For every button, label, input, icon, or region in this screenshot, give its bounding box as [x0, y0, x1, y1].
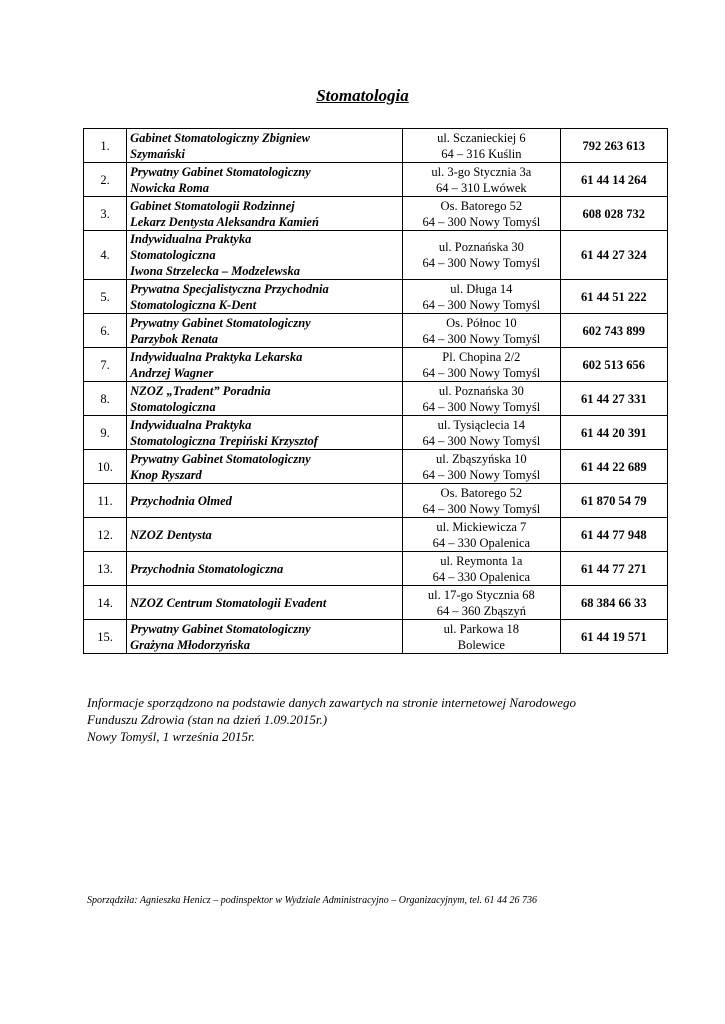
- clinic-name-line: Prywatna Specjalistyczna Przychodnia: [130, 281, 329, 296]
- clinic-address-line: 64 – 310 Lwówek: [436, 180, 527, 195]
- clinic-name-line: NZOZ „Tradent” Poradnia: [130, 383, 271, 398]
- table-row: [84, 163, 668, 197]
- clinic-name-line: Stomatologiczna: [130, 399, 216, 414]
- clinic-address-line: ul. Reymonta 1a: [440, 553, 523, 568]
- table-row: [84, 620, 668, 654]
- clinic-address-line: 64 – 300 Nowy Tomyśl: [422, 467, 541, 482]
- clinic-name-line: Przychodnia Olmed: [130, 493, 232, 508]
- clinic-address-line: 64 – 300 Nowy Tomyśl: [422, 433, 541, 448]
- clinic-name-line: Lekarz Dentysta Aleksandra Kamień: [130, 214, 319, 229]
- clinic-phone: 792 263 613: [560, 129, 667, 163]
- clinic-address: [403, 518, 561, 552]
- clinic-phone: 68 384 66 33: [560, 586, 667, 620]
- clinic-name-line: Parzybok Renata: [130, 331, 218, 346]
- clinic-address: [403, 129, 561, 163]
- table-row: [84, 484, 668, 518]
- row-number: 5.: [84, 280, 127, 314]
- clinic-table: [83, 128, 668, 654]
- clinic-name-line: Prywatny Gabinet Stomatologiczny: [130, 451, 311, 466]
- clinic-address: [403, 552, 561, 586]
- clinic-phone: 61 44 27 331: [560, 382, 667, 416]
- clinic-address: [403, 450, 561, 484]
- clinic-address-line: ul. Długa 14: [450, 281, 513, 296]
- clinic-address-line: 64 – 300 Nowy Tomyśl: [422, 214, 541, 229]
- clinic-address: [403, 231, 561, 280]
- clinic-phone: 61 870 54 79: [560, 484, 667, 518]
- row-number: 10.: [84, 450, 127, 484]
- table-row: [84, 197, 668, 231]
- clinic-address-line: 64 – 300 Nowy Tomyśl: [422, 256, 541, 270]
- table-row: [84, 129, 668, 163]
- clinic-name: [127, 382, 403, 416]
- clinic-address: [403, 620, 561, 654]
- row-number: 9.: [84, 416, 127, 450]
- clinic-phone: 61 44 51 222: [560, 280, 667, 314]
- clinic-name-line: Indywidualna Praktyka: [130, 417, 252, 432]
- clinic-phone: 602 513 656: [560, 348, 667, 382]
- clinic-phone: 61 44 22 689: [560, 450, 667, 484]
- row-number: 8.: [84, 382, 127, 416]
- clinic-address-line: Os. Batorego 52: [440, 198, 523, 213]
- table-row: [84, 552, 668, 586]
- row-number: 4.: [84, 231, 127, 280]
- clinic-name: [127, 586, 403, 620]
- clinic-address: [403, 280, 561, 314]
- clinic-name: [127, 518, 403, 552]
- table-row: [84, 280, 668, 314]
- clinic-address: [403, 416, 561, 450]
- row-number: 6.: [84, 314, 127, 348]
- clinic-address: [403, 586, 561, 620]
- clinic-name: [127, 620, 403, 654]
- table-row: [84, 416, 668, 450]
- clinic-phone: 61 44 77 271: [560, 552, 667, 586]
- clinic-address-line: 64 – 300 Nowy Tomyśl: [422, 297, 541, 312]
- clinic-address-line: Bolewice: [457, 637, 505, 652]
- clinic-name-line: Prywatny Gabinet Stomatologiczny: [130, 315, 311, 330]
- table-row: [84, 382, 668, 416]
- clinic-name-line: Indywidualna Praktyka: [130, 232, 252, 246]
- clinic-name-line: Szymański: [130, 146, 186, 161]
- clinic-name-line: NZOZ Dentysta: [130, 527, 212, 542]
- clinic-address-line: ul. Poznańska 30: [438, 383, 524, 398]
- clinic-address: [403, 348, 561, 382]
- clinic-phone: 61 44 14 264: [560, 163, 667, 197]
- clinic-name-line: Gabinet Stomatologii Rodzinnej: [130, 198, 295, 213]
- clinic-phone: 61 44 19 571: [560, 620, 667, 654]
- clinic-address-line: Os. Batorego 52: [440, 485, 523, 500]
- clinic-address-line: ul. Mickiewicza 7: [436, 519, 527, 534]
- table-row: [84, 586, 668, 620]
- clinic-address-line: 64 – 300 Nowy Tomyśl: [422, 501, 541, 516]
- clinic-address-line: 64 – 360 Zbąszyń: [436, 603, 526, 618]
- clinic-address: [403, 382, 561, 416]
- clinic-name-line: Nowicka Roma: [130, 180, 209, 195]
- clinic-name-line: Iwona Strzelecka – Modzelewska: [130, 264, 300, 278]
- clinic-name-line: Gabinet Stomatologiczny Zbigniew: [130, 130, 311, 145]
- clinic-phone: 608 028 732: [560, 197, 667, 231]
- clinic-address-line: ul. Poznańska 30: [438, 240, 524, 254]
- clinic-address: [403, 484, 561, 518]
- row-number: 7.: [84, 348, 127, 382]
- clinic-name: [127, 552, 403, 586]
- row-number: 12.: [84, 518, 127, 552]
- clinic-phone: 61 44 27 324: [560, 231, 667, 280]
- note-line: Funduszu Zdrowia (stan na dzień 1.09.2015r.): [87, 712, 328, 727]
- clinic-name-line: Prywatny Gabinet Stomatologiczny: [130, 621, 311, 636]
- clinic-address: [403, 163, 561, 197]
- clinic-address-line: 64 – 300 Nowy Tomyśl: [422, 365, 541, 380]
- table-row: [84, 450, 668, 484]
- clinic-phone: 602 743 899: [560, 314, 667, 348]
- clinic-name-line: Prywatny Gabinet Stomatologiczny: [130, 164, 311, 179]
- clinic-name-line: Indywidualna Praktyka Lekarska: [130, 349, 303, 364]
- clinic-name-line: Andrzej Wagner: [130, 365, 214, 380]
- note-line: Informacje sporządzono na podstawie danych zawartych na stronie internetowej Narodowego: [87, 695, 577, 710]
- clinic-name: [127, 484, 403, 518]
- clinic-address-line: ul. Tysiąclecia 14: [437, 417, 526, 432]
- clinic-address: [403, 314, 561, 348]
- clinic-address-line: ul. 3-go Stycznia 3a: [431, 164, 532, 179]
- row-number: 1.: [84, 129, 127, 163]
- clinic-name: [127, 280, 403, 314]
- clinic-address-line: Pl. Chopina 2/2: [442, 349, 521, 364]
- clinic-address-line: ul. Parkowa 18: [443, 621, 520, 636]
- clinic-table-body: [84, 129, 668, 654]
- clinic-name: [127, 348, 403, 382]
- clinic-name: [127, 163, 403, 197]
- clinic-name-line: NZOZ Centrum Stomatologii Evadent: [130, 595, 327, 610]
- row-number: 2.: [84, 163, 127, 197]
- row-number: 14.: [84, 586, 127, 620]
- clinic-name: [127, 197, 403, 231]
- clinic-address-line: 64 – 300 Nowy Tomyśl: [422, 331, 541, 346]
- clinic-address-line: ul. Sczanieckiej 6: [437, 130, 526, 145]
- clinic-name-line: Knop Ryszard: [130, 467, 202, 482]
- clinic-name: [127, 416, 403, 450]
- clinic-phone: 61 44 20 391: [560, 416, 667, 450]
- clinic-name-line: Grażyna Młodorzyńska: [130, 637, 250, 652]
- page-title: Stomatologia: [316, 86, 409, 105]
- clinic-name: [127, 450, 403, 484]
- info-note: [87, 694, 657, 745]
- clinic-address-line: ul. Zbąszyńska 10: [436, 451, 527, 466]
- clinic-name-line: Stomatologiczna K-Dent: [130, 297, 257, 312]
- row-number: 13.: [84, 552, 127, 586]
- clinic-name-line: Stomatologiczna Trepiński Krzysztof: [130, 433, 318, 448]
- clinic-name-line: Przychodnia Stomatologiczna: [130, 561, 284, 576]
- table-row: [84, 518, 668, 552]
- clinic-address-line: Os. Północ 10: [446, 315, 517, 330]
- note-date: Nowy Tomyśl, 1 września 2015r.: [87, 729, 255, 744]
- clinic-name: [127, 231, 403, 280]
- row-number: 3.: [84, 197, 127, 231]
- clinic-address-line: 64 – 330 Opalenica: [432, 535, 531, 550]
- clinic-address: [403, 197, 561, 231]
- clinic-name-line: Stomatologiczna: [130, 248, 216, 262]
- clinic-name: [127, 314, 403, 348]
- row-number: 15.: [84, 620, 127, 654]
- table-row: [84, 348, 668, 382]
- footer-prepared-by: Sporządziła: Agnieszka Henicz – podinspektor w Wydziale Administracyjno – Organizacyjnym, tel. 61 44 26 736: [87, 895, 537, 906]
- table-row: [84, 314, 668, 348]
- clinic-address-line: 64 – 300 Nowy Tomyśl: [422, 399, 541, 414]
- clinic-address-line: ul. 17-go Stycznia 68: [427, 587, 535, 602]
- table-row: [84, 231, 668, 280]
- clinic-address-line: 64 – 330 Opalenica: [432, 569, 531, 584]
- clinic-address-line: 64 – 316 Kuślin: [441, 146, 522, 161]
- row-number: 11.: [84, 484, 127, 518]
- clinic-phone: 61 44 77 948: [560, 518, 667, 552]
- clinic-name: [127, 129, 403, 163]
